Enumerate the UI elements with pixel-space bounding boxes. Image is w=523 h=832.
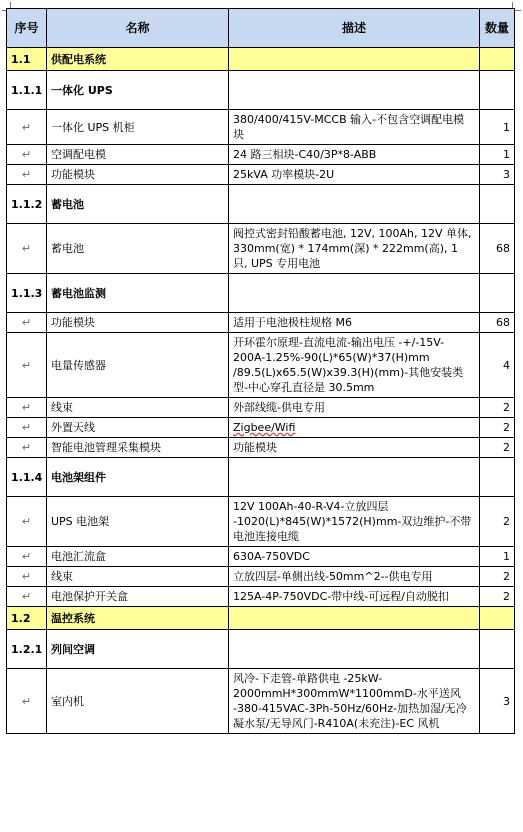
item-desc: 风冷-下走管-单路供电 -25kW-2000mmH*300mmW*1100mmD-水平送风 -380-415VAC-3Ph-50Hz/60Hz-加热加湿/无冷凝水泵/无导风门-R410A(未充注)-EC 风机	[229, 669, 480, 734]
item-qty: 1	[480, 547, 515, 567]
section-row	[7, 48, 515, 71]
table-row	[7, 398, 515, 418]
item-qty: 2	[480, 418, 515, 438]
subsection-name: 电池架组件	[47, 458, 229, 497]
subsection-row	[7, 458, 515, 497]
section-name: 供配电系统	[47, 48, 229, 71]
header-desc: 描述	[229, 9, 480, 48]
item-name: 电量传感器	[47, 333, 229, 398]
item-name: 电池汇流盒	[47, 547, 229, 567]
header-qty: 数量	[480, 9, 515, 48]
table-row	[7, 497, 515, 547]
item-qty: 2	[480, 438, 515, 458]
item-qty: 2	[480, 587, 515, 607]
subsection-row	[7, 630, 515, 669]
item-qty: 4	[480, 333, 515, 398]
header-name: 名称	[47, 9, 229, 48]
subsection-name: 一体化 UPS	[47, 71, 229, 110]
table-row	[7, 418, 515, 438]
table-row	[7, 333, 515, 398]
row-number: 1.1	[7, 48, 47, 71]
subsection-name: 蓄电池	[47, 185, 229, 224]
item-name: 电池保护开关盒	[47, 587, 229, 607]
item-desc	[229, 418, 480, 438]
item-desc: 25kVA 功率模块-2U	[229, 165, 480, 185]
row-number: 1.1.2	[7, 185, 47, 224]
section-row	[7, 607, 515, 630]
item-desc: 外部线缆-供电专用	[229, 398, 480, 418]
table-row	[7, 587, 515, 607]
row-number: 1.1.4	[7, 458, 47, 497]
paragraph-mark: ↵	[7, 418, 47, 438]
paragraph-mark: ↵	[7, 313, 47, 333]
item-qty: 2	[480, 398, 515, 418]
item-qty: 3	[480, 165, 515, 185]
item-desc: 功能模块	[229, 438, 480, 458]
paragraph-mark: ↵	[7, 547, 47, 567]
item-name: 线束	[47, 398, 229, 418]
spec-table	[6, 8, 515, 734]
item-name: 室内机	[47, 669, 229, 734]
table-row	[7, 313, 515, 333]
item-qty: 3	[480, 669, 515, 734]
subsection-row	[7, 274, 515, 313]
subsection-name: 列间空调	[47, 630, 229, 669]
paragraph-mark: ↵	[7, 110, 47, 145]
table-row	[7, 224, 515, 274]
row-number: 1.2.1	[7, 630, 47, 669]
item-desc: 380/400/415V-MCCB 输入-不包含空调配电模块	[229, 110, 480, 145]
table-row	[7, 438, 515, 458]
item-qty: 2	[480, 567, 515, 587]
item-name: UPS 电池架	[47, 497, 229, 547]
paragraph-mark: ↵	[7, 587, 47, 607]
item-desc-text: Zigbee/Wifi	[233, 421, 296, 434]
subsection-row	[7, 185, 515, 224]
item-qty: 1	[480, 145, 515, 165]
subsection-name: 蓄电池监测	[47, 274, 229, 313]
item-name: 智能电池管理采集模块	[47, 438, 229, 458]
table-row	[7, 567, 515, 587]
row-number: 1.2	[7, 607, 47, 630]
item-name: 空调配电模	[47, 145, 229, 165]
item-qty: 68	[480, 313, 515, 333]
item-name: 蓄电池	[47, 224, 229, 274]
paragraph-mark: ↵	[7, 567, 47, 587]
paragraph-mark: ↵	[7, 398, 47, 418]
item-name: 功能模块	[47, 313, 229, 333]
paragraph-mark: ↵	[7, 497, 47, 547]
paragraph-mark: ↵	[7, 145, 47, 165]
table-row	[7, 669, 515, 734]
item-name: 线束	[47, 567, 229, 587]
table-row	[7, 110, 515, 145]
item-qty: 68	[480, 224, 515, 274]
item-name: 外置天线	[47, 418, 229, 438]
item-qty: 2	[480, 497, 515, 547]
item-desc: 125A-4P-750VDC-带中线-可远程/自动脱扣	[229, 587, 480, 607]
item-name: 功能模块	[47, 165, 229, 185]
row-number: 1.1.3	[7, 274, 47, 313]
item-desc: 24 路三相块-C40/3P*8-ABB	[229, 145, 480, 165]
section-name: 温控系统	[47, 607, 229, 630]
item-desc: 12V 100Ah-40-R-V4-立放四层 -1020(L)*845(W)*1572(H)mm-双边维护-不带电池连接电缆	[229, 497, 480, 547]
header-row	[7, 9, 515, 48]
table-row	[7, 547, 515, 567]
paragraph-mark: ↵	[7, 224, 47, 274]
item-desc: 阀控式密封铅酸蓄电池, 12V, 100Ah, 12V 单体, 330mm(宽) * 174mm(深) * 222mm(高), 1 只, UPS 专用电池	[229, 224, 480, 274]
item-desc: 适用于电池极柱规格 M6	[229, 313, 480, 333]
item-name: 一体化 UPS 机柜	[47, 110, 229, 145]
paragraph-mark: ↵	[7, 438, 47, 458]
paragraph-mark: ↵	[7, 333, 47, 398]
subsection-row	[7, 71, 515, 110]
row-number: 1.1.1	[7, 71, 47, 110]
item-qty: 1	[480, 110, 515, 145]
header-no: 序号	[7, 9, 47, 48]
paragraph-mark: ↵	[7, 165, 47, 185]
item-desc: 立放四层-单侧出线-50mm^2--供电专用	[229, 567, 480, 587]
table-row	[7, 165, 515, 185]
paragraph-mark: ↵	[7, 669, 47, 734]
item-desc: 630A-750VDC	[229, 547, 480, 567]
table-row	[7, 145, 515, 165]
item-desc: 开环霍尔原理-直流电流-输出电压 -+/-15V-200A-1.25%-90(L)*65(W)*37(H)mm /89.5(L)x65.5(W)x39.3(H)(mm)-其他安装类型-中心穿孔直径是 30.5mm	[229, 333, 480, 398]
